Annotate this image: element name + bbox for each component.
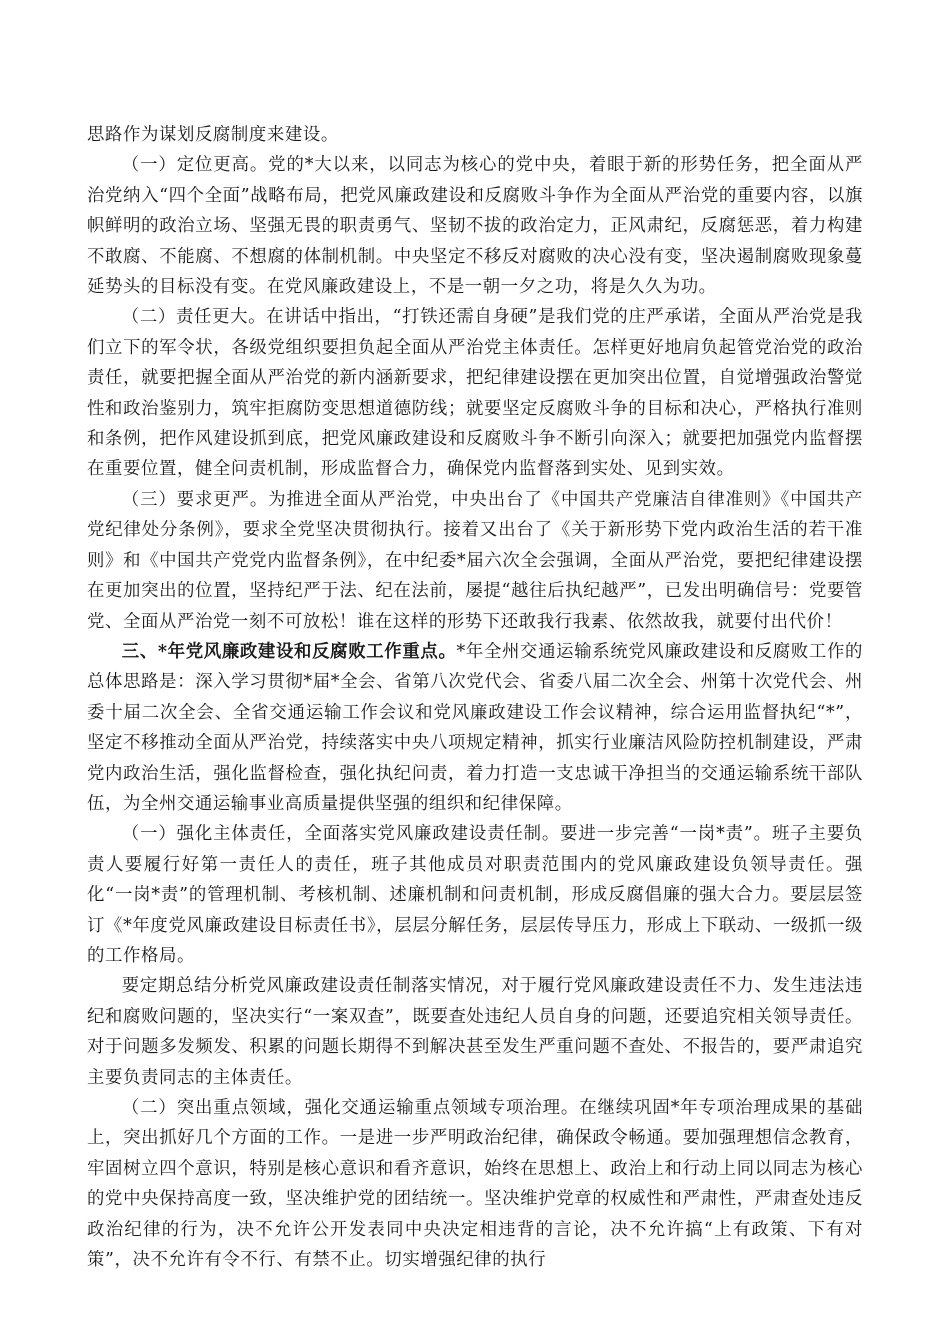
paragraph-8: （二）突出重点领域，强化交通运输重点领域专项治理。在继续巩固*年专项治理成果的基础上，突出抓好几个方面的工作。一是进一步严明政治纪律，确保政令畅通。要加强理想信念教育，牢固树立四个意识，特别是核心意识和看齐意识，始终在思想上、政治上和行动上同以同志为核心的党中央保持高度一致，坚决维护党的团结统一。坚决维护党章的权威性和严肃性，严肃查处违反政治纪律的行为，决不允许公开发表同中央决定相违背的言论，决不允许搞“上有政策、下有对策”，决不允许有令不行、有禁不止。切实增强纪律的执行 <box>87 1098 863 1271</box>
paragraph-3: （二）责任更大。在讲话中指出，“打铁还需自身硬”是我们党的庄严承诺，全面从严治党是我们立下的军令状，各级党组织要担负起全面从严治党主体责任。怎样更好地肩负起管党治党的政治责任，就要把握全面从严治党的新内涵新要求，把纪律建设摆在更加突出位置，自觉增强政治警觉性和政治鉴别力，筑牢拒腐防变思想道德防线；就要坚定反腐败斗争的目标和决心，严格执行准则和条例，把作风建设抓到底，把党风廉政建设和反腐败斗争不断引向深入；就要把加强党内监督摆在重要位置，健全问责机制，形成监督合力，确保党内监督落到实处、见到实效。 <box>87 307 863 480</box>
paragraph-1: 思路作为谋划反腐制度来建设。 <box>87 125 339 145</box>
paragraph-5-body: *年全州交通运输系统党风廉政建设和反腐败工作的总体思路是：深入学习贯彻*届*全会、省第八次党代会、省委八届二次全会、州第十次党代会、州委十届二次全会、全省交通运输工作会议和党风廉政建设工作会议精神，综合运用监督执纪“*”，坚定不移推动全面从严治党，持续落实中央八项规定精神，抓实行业廉洁风险防控机制建设，严肃党内政治生活，强化监督检查，强化执纪问责，着力打造一支忠诚干净担当的交通运输系统干部队伍，为全州交通运输事业高质量提供坚强的组织和纪律保障。 <box>87 641 864 814</box>
paragraph-5 <box>87 637 863 819</box>
section-heading: 三、*年党风廉政建设和反腐败工作重点。 <box>121 641 457 662</box>
paragraph-6: （一）强化主体责任，全面落实党风廉政建设责任制。要进一步完善“一岗*责”。班子主要负责人要履行好第一责任人的责任，班子其他成员对职责范围内的党风廉政建设负领导责任。强化“一岗*责”的管理机制、考核机制、述廉机制和问责机制，形成反腐倡廉的强大合力。要层层签订《*年度党风廉政建设目标责任书》，层层分解任务，层层传导压力，形成上下联动、一级抓一级的工作格局。 <box>87 824 863 966</box>
paragraph-4: （三）要求更严。为推进全面从严治党，中央出台了《中国共产党廉洁自律准则》《中国共产党纪律处分条例》，要求全党坚决贯彻执行。接着又出台了《关于新形势下党内政治生活的若干准则》和《中国共产党党内监督条例》，在中纪委*届六次全会强调，全面从严治党，要把纪律建设摆在更加突出的位置，坚持纪严于法、纪在法前，屡提“越往后执纪越严”，已发出明确信号：党要管党、全面从严治党一刻不可放松！谁在这样的形势下还敢我行我素、依然故我，就要付出代价！ <box>87 489 863 632</box>
paragraph-2: （一）定位更高。党的*大以来，以同志为核心的党中央，着眼于新的形势任务，把全面从严治党纳入“四个全面”战略布局，把党风廉政建设和反腐败斗争作为全面从严治党的重要内容，以旗帜鲜明的政治立场、坚强无畏的职责勇气、坚韧不拔的政治定力，正风肃纪，反腐惩恶，着力构建不敢腐、不能腐、不想腐的体制机制。中央坚定不移反对腐败的决心没有变，坚决遏制腐败现象蔓延势头的目标没有变。在党风廉政建设上，不是一朝一夕之功，将是久久为功。 <box>87 155 863 298</box>
paragraph-7: 要定期总结分析党风廉政建设责任制落实情况，对于履行党风廉政建设责任不力、发生违法违纪和腐败问题的，坚决实行“一案双查”，既要查处违纪人员自身的问题，还要追究相关领导责任。对于问题多发频发、积累的问题长期得不到解决甚至发生严重问题不查处、不报告的，要严肃追究主要负责同志的主体责任。 <box>87 976 863 1088</box>
document-body <box>87 120 863 1275</box>
